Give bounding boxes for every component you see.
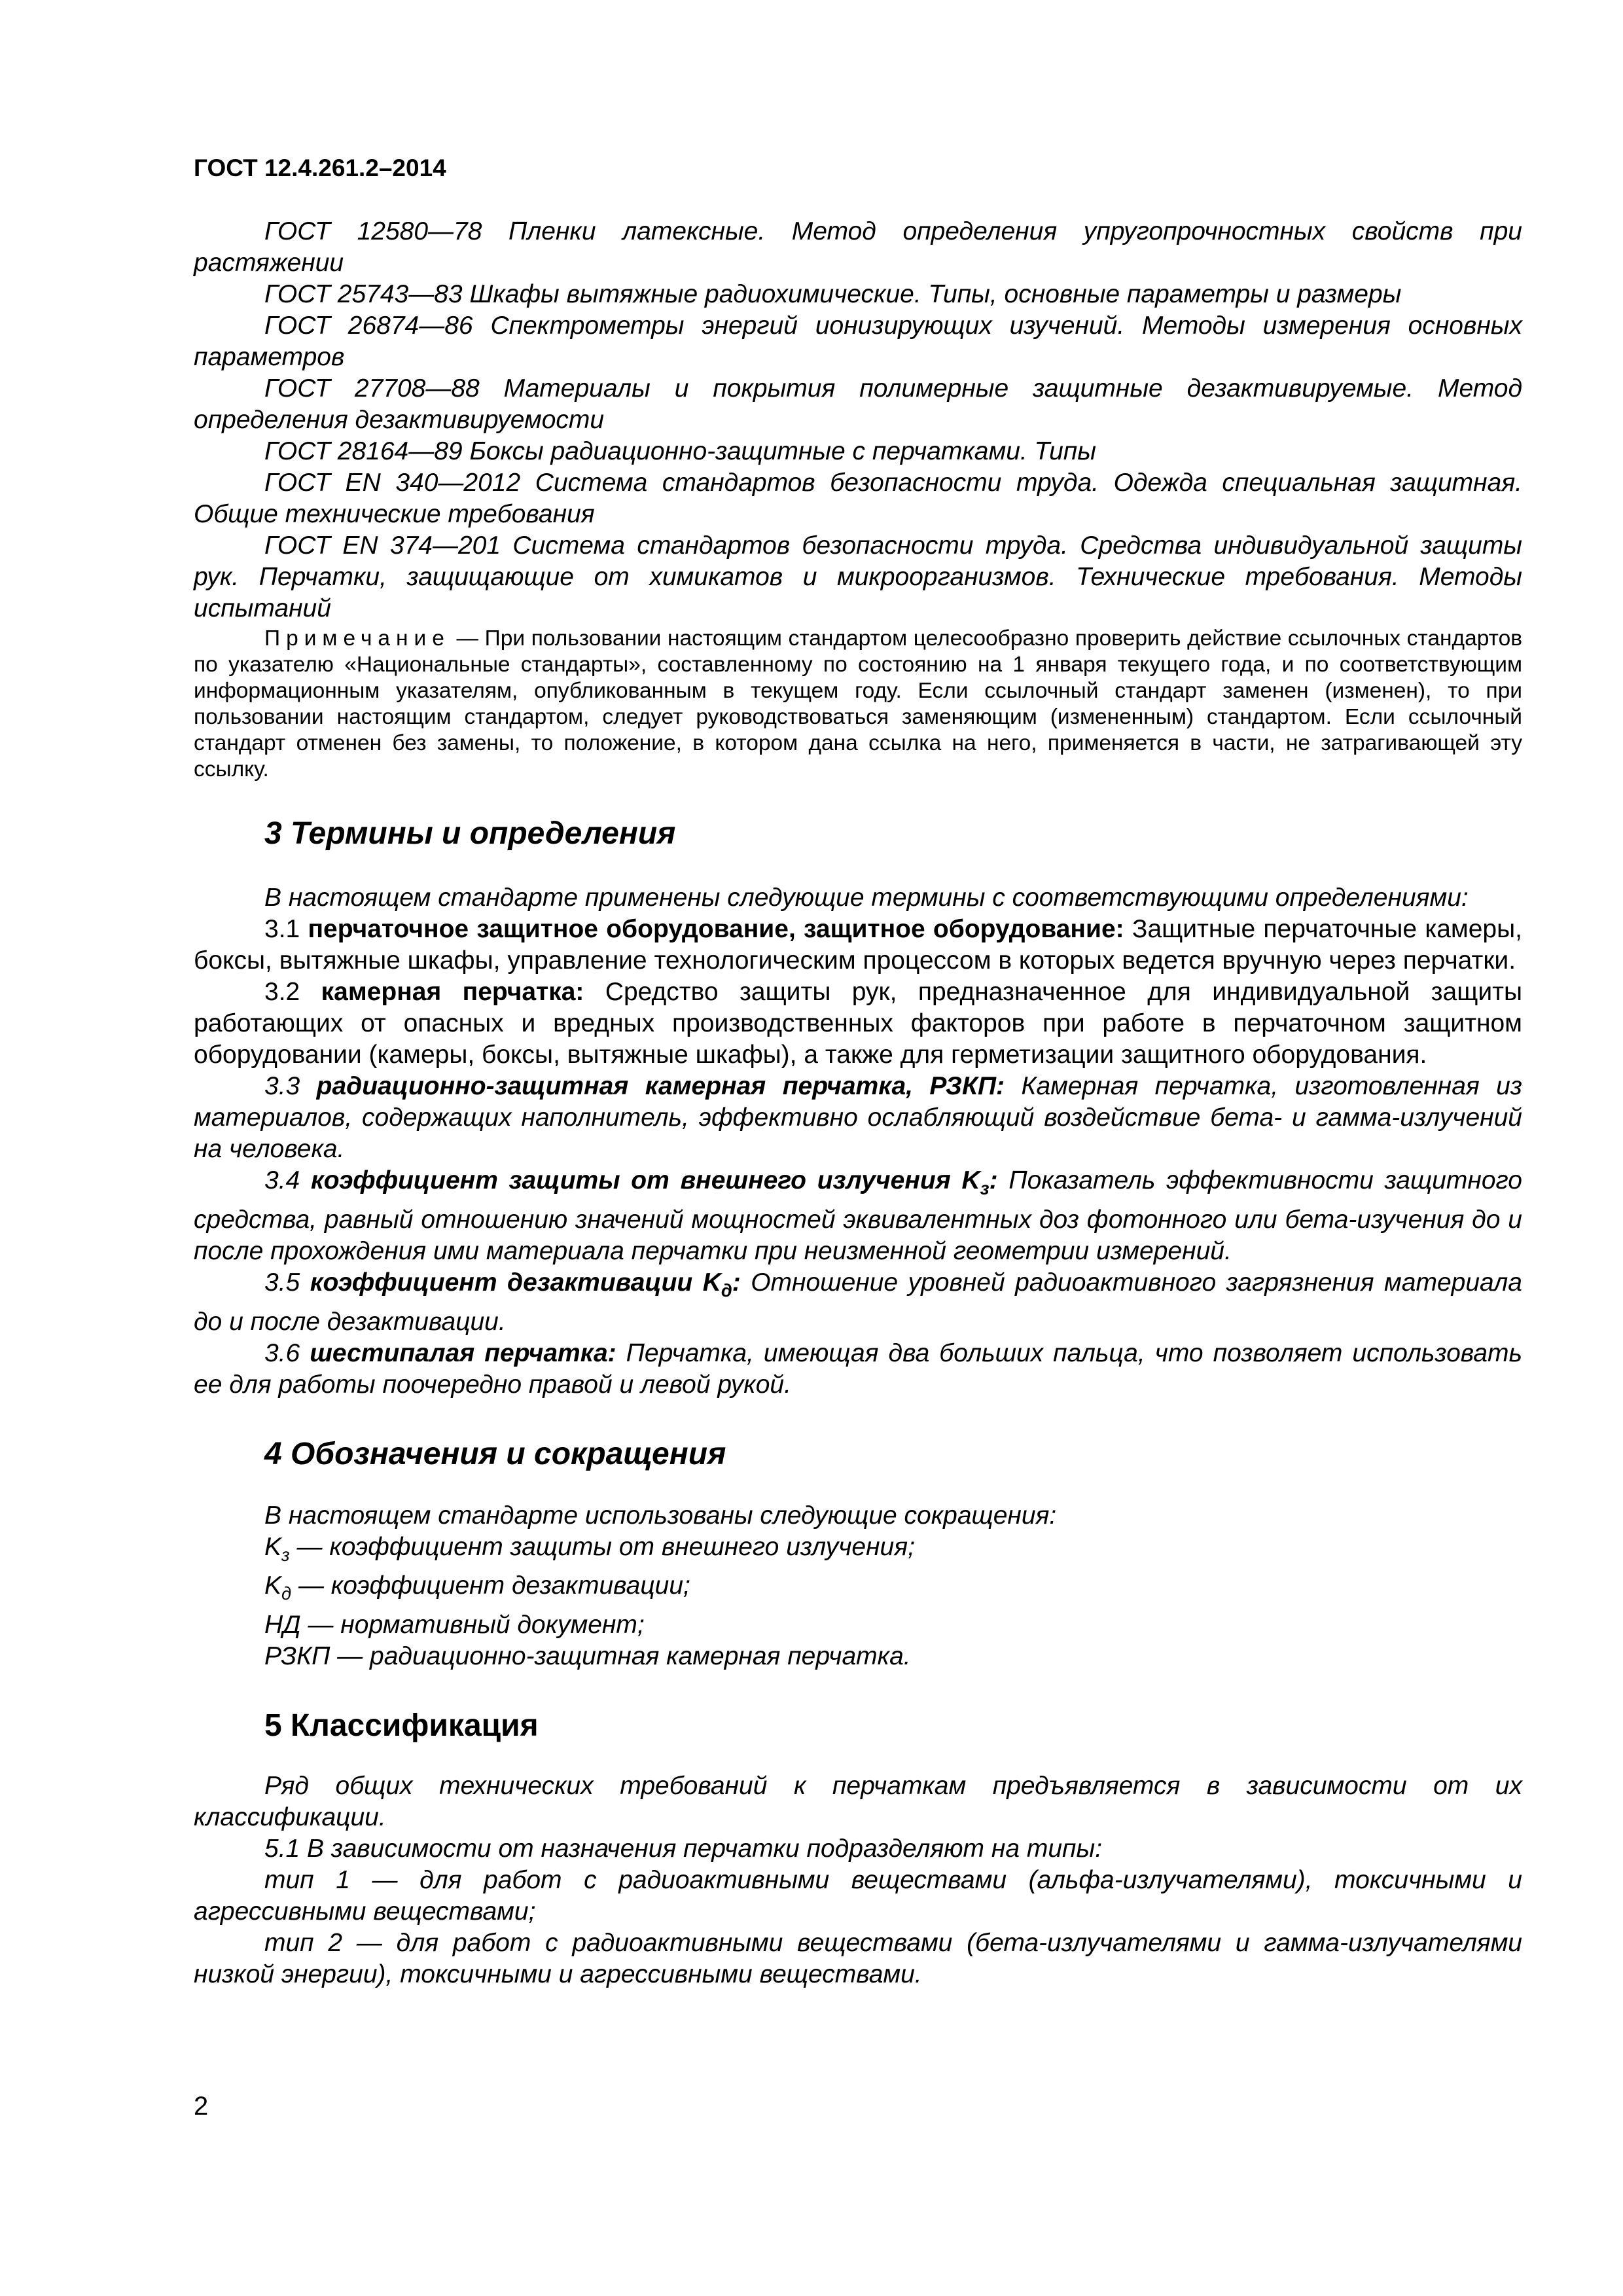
section-5-heading: 5 Классификация bbox=[264, 1708, 539, 1744]
clause-5-1: 5.1 В зависимости от назначения перчатки подразделяют на типы: bbox=[264, 1835, 1103, 1863]
abbreviation-subscript: д bbox=[281, 1583, 292, 1604]
term-3-1 bbox=[194, 914, 1522, 977]
term-name: камерная перчатка: bbox=[321, 978, 584, 1006]
ref-item: ГОСТ EN 374—201 Система стандартов безопасности труда. Средства индивидуальной защиты рук. Перчатки, защищающие от химикатов и микроорганизмов. Технические требования. Методы испытаний bbox=[194, 531, 1522, 622]
term-subscript: з bbox=[980, 1177, 990, 1198]
term-definition: Отношение уровней радиоактивного загрязнения материала до и после дезактивации. bbox=[194, 1268, 1522, 1336]
abbreviation-symbol: РЗКП bbox=[264, 1642, 330, 1671]
abbreviation-text: — радиационно-защитная камерная перчатка. bbox=[330, 1642, 911, 1671]
term-3-3 bbox=[194, 1071, 1522, 1165]
note-label: Примечание bbox=[264, 626, 450, 651]
ref-item: ГОСТ 26874—86 Спектрометры энергий ионизирующих изучений. Методы измерения основных параметров bbox=[194, 312, 1522, 371]
term-number: 3.1 bbox=[264, 915, 308, 943]
term-definition: Камерная перчатка, изготовленная из материалов, содержащих наполнитель, эффективно ослабляющий воздействие бета- и гамма-излучений на человека. bbox=[194, 1072, 1522, 1163]
abbreviation-text: — коэффициент защиты от внешнего излучения; bbox=[289, 1532, 915, 1561]
page-number: 2 bbox=[194, 2092, 209, 2121]
term-definition: Показатель эффективности защитного средства, равный отношению значений мощностей эквивалентных доз фотонного или бета-изучения до и после прохождения ими материала перчатки при неизменной геометрии измерений. bbox=[194, 1166, 1522, 1265]
term-number: 3.4 bbox=[264, 1166, 312, 1194]
term-3-6 bbox=[194, 1338, 1522, 1401]
ref-item: ГОСТ 12580—78 Пленки латексные. Метод определения упругопрочностных свойств при растяжении bbox=[194, 217, 1522, 277]
ref-item: ГОСТ EN 340—2012 Система стандартов безопасности труда. Одежда специальная защитная. Общие технические требования bbox=[194, 469, 1522, 528]
section-3-intro: В настоящем стандарте применены следующие термины с соответствующими определениями: bbox=[264, 884, 1469, 912]
term-name: радиационно-защитная камерная перчатка, РЗКП: bbox=[316, 1072, 1005, 1100]
term-name: перчаточное защитное оборудование, защитное оборудование: bbox=[308, 915, 1124, 943]
term-name-text: коэффициент защиты от внешнего излучения K bbox=[311, 1166, 980, 1194]
page-content bbox=[194, 216, 1522, 1990]
section-4-heading: 4 Обозначения и сокращения bbox=[264, 1436, 726, 1471]
section-3-heading: 3 Термины и определения bbox=[264, 816, 676, 851]
abbreviation-item bbox=[194, 1570, 1522, 1609]
term-definition: Перчатка, имеющая два больших пальца, что позволяет использовать ее для работы поочередно правой и левой рукой. bbox=[194, 1338, 1522, 1399]
term-colon: : bbox=[989, 1166, 998, 1194]
abbreviation-symbol: K bbox=[264, 1571, 282, 1600]
abbreviation-text: — нормативный документ; bbox=[300, 1611, 645, 1640]
term-number: 3.5 bbox=[264, 1268, 310, 1297]
document-header: ГОСТ 12.4.261.2–2014 bbox=[194, 154, 446, 181]
term-3-2 bbox=[194, 977, 1522, 1071]
abbreviation-symbol: K bbox=[264, 1532, 282, 1561]
abbreviation-symbol: НД bbox=[264, 1611, 301, 1640]
term-3-5 bbox=[194, 1267, 1522, 1338]
abbreviation-item bbox=[194, 1609, 1522, 1641]
section-4-intro: В настоящем стандарте использованы следующие сокращения: bbox=[264, 1501, 1057, 1530]
term-number: 3.6 bbox=[264, 1338, 310, 1367]
term-name bbox=[311, 1166, 998, 1198]
ref-item: ГОСТ 28164—89 Боксы радиационно-защитные с перчатками. Типы bbox=[264, 437, 1096, 465]
abbreviation-subscript: з bbox=[281, 1544, 290, 1565]
term-name: шестипалая перчатка: bbox=[310, 1338, 616, 1367]
ref-item: ГОСТ 25743—83 Шкафы вытяжные радиохимические. Типы, основные параметры и размеры bbox=[264, 280, 1402, 308]
note-text: — При пользовании настоящим стандартом целесообразно проверить действие ссылочных стандартов по указателю «Национальные стандарты», составленному по состоянию на 1 января текущего года, и по соответствующим информационным указателям, опубликованным в текущем году. Если ссылочный стандарт заменен (изменен), то при пользовании настоящим стандартом, следует руководствоваться заменяющим (измененным) стандартом. Если ссылочный стандарт отменен без замены, то положение, в котором дана ссылка на него, применяется в части, не затрагивающей эту ссылку. bbox=[194, 626, 1522, 781]
type-1-item: тип 1 — для работ с радиоактивными веществами (альфа-излучателями), токсичными и агрессивными веществами; bbox=[194, 1866, 1522, 1926]
reference-note bbox=[194, 626, 1522, 783]
ref-item: ГОСТ 27708—88 Материалы и покрытия полимерные защитные дезактивируемые. Метод определения дезактивируемости bbox=[194, 374, 1522, 434]
section-5-intro: Ряд общих технических требований к перчаткам предъявляется в зависимости от их классификации. bbox=[194, 1772, 1522, 1832]
term-colon: : bbox=[732, 1268, 741, 1297]
abbreviation-item bbox=[194, 1641, 1522, 1672]
term-definition: Средство защиты рук, предназначенное для индивидуальной защиты работающих от опасных и вредных производственных факторов при работе в перчаточном защитном оборудовании (камеры, боксы, вытяжные шкафы), а также для герметизации защитного оборудования. bbox=[194, 978, 1522, 1069]
term-subscript: д bbox=[721, 1280, 732, 1300]
term-number: 3.2 bbox=[264, 978, 321, 1006]
term-name-text: коэффициент дезактивации K bbox=[310, 1268, 721, 1297]
term-name bbox=[310, 1268, 741, 1300]
term-3-4 bbox=[194, 1165, 1522, 1267]
abbreviation-item bbox=[194, 1532, 1522, 1571]
term-definition: Защитные перчаточные камеры, боксы, вытяжные шкафы, управление технологическим процессом в которых ведется вручную через перчатки. bbox=[194, 915, 1522, 975]
term-number: 3.3 bbox=[264, 1072, 317, 1100]
abbreviation-text: — коэффициент дезактивации; bbox=[291, 1571, 690, 1600]
type-2-item: тип 2 — для работ с радиоактивными веществами (бета-излучателями и гамма-излучателями низкой энергии), токсичными и агрессивными веществами. bbox=[194, 1929, 1522, 1989]
